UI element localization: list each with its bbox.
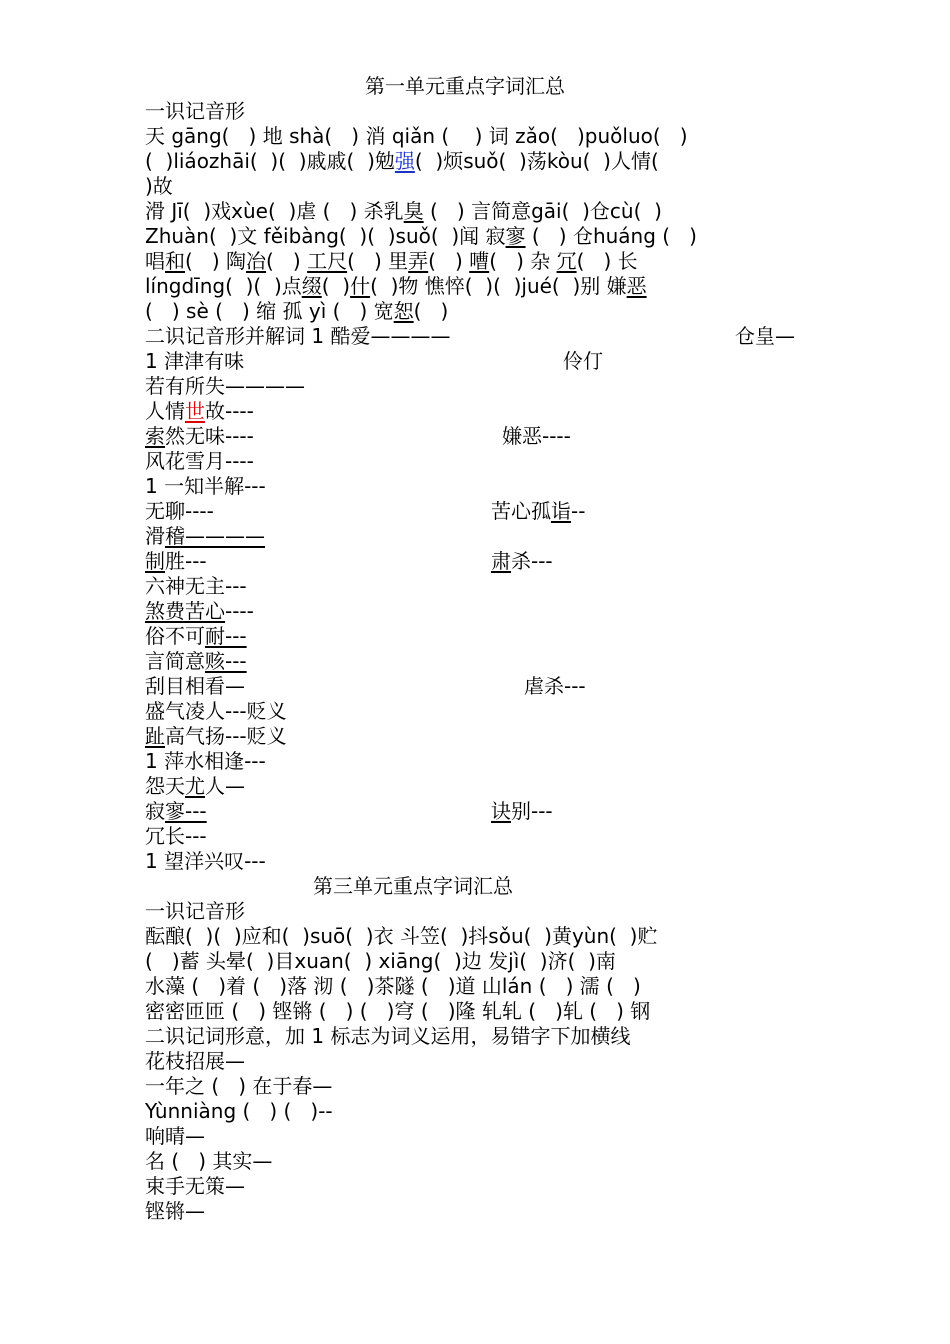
word-rongzhang: 冗长--- — [145, 824, 207, 848]
word-subukenai: 俗不可耐--- — [145, 624, 247, 648]
word-jiliao: 寂寥--- — [145, 799, 207, 823]
word-aofei: 煞费苦心---- — [145, 599, 254, 623]
word-pingshui: 1 萍水相逢--- — [145, 749, 266, 773]
pinyin-line-3: )故 — [145, 174, 173, 198]
word-ruoyou: 若有所失———— — [145, 374, 305, 398]
unit3-word-1: 花枝招展— — [145, 1049, 245, 1073]
word-canghuang: 仓皇— — [735, 324, 795, 348]
word-nuesha: 虐杀--- — [524, 674, 586, 698]
pinyin-line-4: 滑 Jī( )戏xùe( )虐 ( ) 杀乳臭 ( ) 言简意gāi( )仓cù( ) — [145, 199, 662, 223]
underlined-char: 寥 — [505, 224, 526, 248]
word-jinjin: 1 津津有味 — [145, 349, 245, 373]
unit3-word-4: 响晴— — [145, 1124, 205, 1148]
word-yuantian: 怨天尤人— — [145, 774, 245, 798]
word-wangyang: 1 望洋兴叹--- — [145, 849, 266, 873]
pinyin-line-8: ( ) sè ( ) 缩 孤 yì ( ) 宽恕( ) — [145, 299, 449, 323]
unit3-word-3: Yùnniàng ( ) ( )-- — [145, 1099, 333, 1123]
underlined-char: 强 — [394, 149, 415, 173]
unit3-word-7: 铿锵— — [145, 1199, 205, 1223]
word-renqing: 人情世故---- — [145, 399, 254, 423]
unit3-line-4: 密密匝匝 ( ) 铿锵 ( ) ( )穹 ( )隆 轧轧 ( )轧 ( ) 钢 — [145, 999, 651, 1023]
pinyin-line-7: língdīng( )( )点缀( )什( )物 憔悴( )( )jué( )别 嫌恶 — [145, 274, 647, 298]
pinyin-line-6: 唱和( ) 陶冶( ) 工尺( ) 里弄( ) 嘈( ) 杂 冗( ) 长 — [145, 249, 638, 273]
word-jueb: 诀别--- — [491, 799, 553, 823]
pinyin-line-2: ( )liáozhāi( )( )戚戚( )勉强( )烦suǒ( )荡kòu( )人情( — [145, 149, 659, 173]
unit3-line-1: 酝酿( )( )应和( )suō( )衣 斗笠( )抖sǒu( )黄yùn( )贮 — [145, 924, 658, 948]
word-kuxin: 苦心孤诣-- — [491, 499, 586, 523]
word-huaji: 滑稽———— — [145, 524, 265, 548]
unit3-title: 第三单元重点字词汇总 — [313, 874, 513, 898]
unit3-word-6: 束手无策— — [145, 1174, 245, 1198]
word-wuliao: 无聊---- — [145, 499, 214, 523]
word-zhisheng: 制胜--- — [145, 549, 207, 573]
word-liushen: 六神无主--- — [145, 574, 247, 598]
unit3-section1-heading: 一识记音形 — [145, 899, 245, 923]
word-shengqi: 盛气凌人---贬义 — [145, 699, 287, 723]
word-yanjian: 言简意赅--- — [145, 649, 247, 673]
word-suoran: 索然无味---- — [145, 424, 254, 448]
unit3-section2-heading: 二识记词形意，加 1 标志为词义运用，易错字下加横线 — [145, 1024, 631, 1048]
unit1-section2-heading: 二识记音形并解词 1 酷爱———— — [145, 324, 451, 348]
unit3-line-2: ( )蓄 头晕( )目xuan( ) xiāng( )边 发jì( )济( )南 — [145, 949, 616, 973]
unit3-line-3: 水藻 ( )着 ( )落 沏 ( )茶隧 ( )道 山lán ( ) 濡 ( ) — [145, 974, 641, 998]
word-fenghua: 风花雪月---- — [145, 449, 254, 473]
underlined-char: 臭 — [403, 199, 424, 223]
unit1-title: 第一单元重点字词汇总 — [365, 74, 565, 98]
word-susha: 肃杀--- — [491, 549, 553, 573]
unit3-word-2: 一年之 ( ) 在于春— — [145, 1074, 333, 1098]
word-xianwu: 嫌恶---- — [502, 424, 571, 448]
word-lingding: 伶仃 — [563, 349, 603, 373]
word-guamu: 刮目相看— — [145, 674, 245, 698]
word-yizhi: 1 一知半解--- — [145, 474, 266, 498]
word-zhigao: 趾高气扬---贬义 — [145, 724, 287, 748]
pinyin-line-1: 天 gāng( ) 地 shà( ) 消 qiǎn ( ) 词 zǎo( )puǒluo( ) — [145, 124, 688, 148]
unit1-section1-heading: 一识记音形 — [145, 99, 245, 123]
pinyin-line-5: Zhuàn( )文 fěibàng( )( )suǒ( )闻 寂寥 ( ) 仓huáng ( ) — [145, 224, 697, 248]
unit3-word-5: 名 ( ) 其实— — [145, 1149, 273, 1173]
